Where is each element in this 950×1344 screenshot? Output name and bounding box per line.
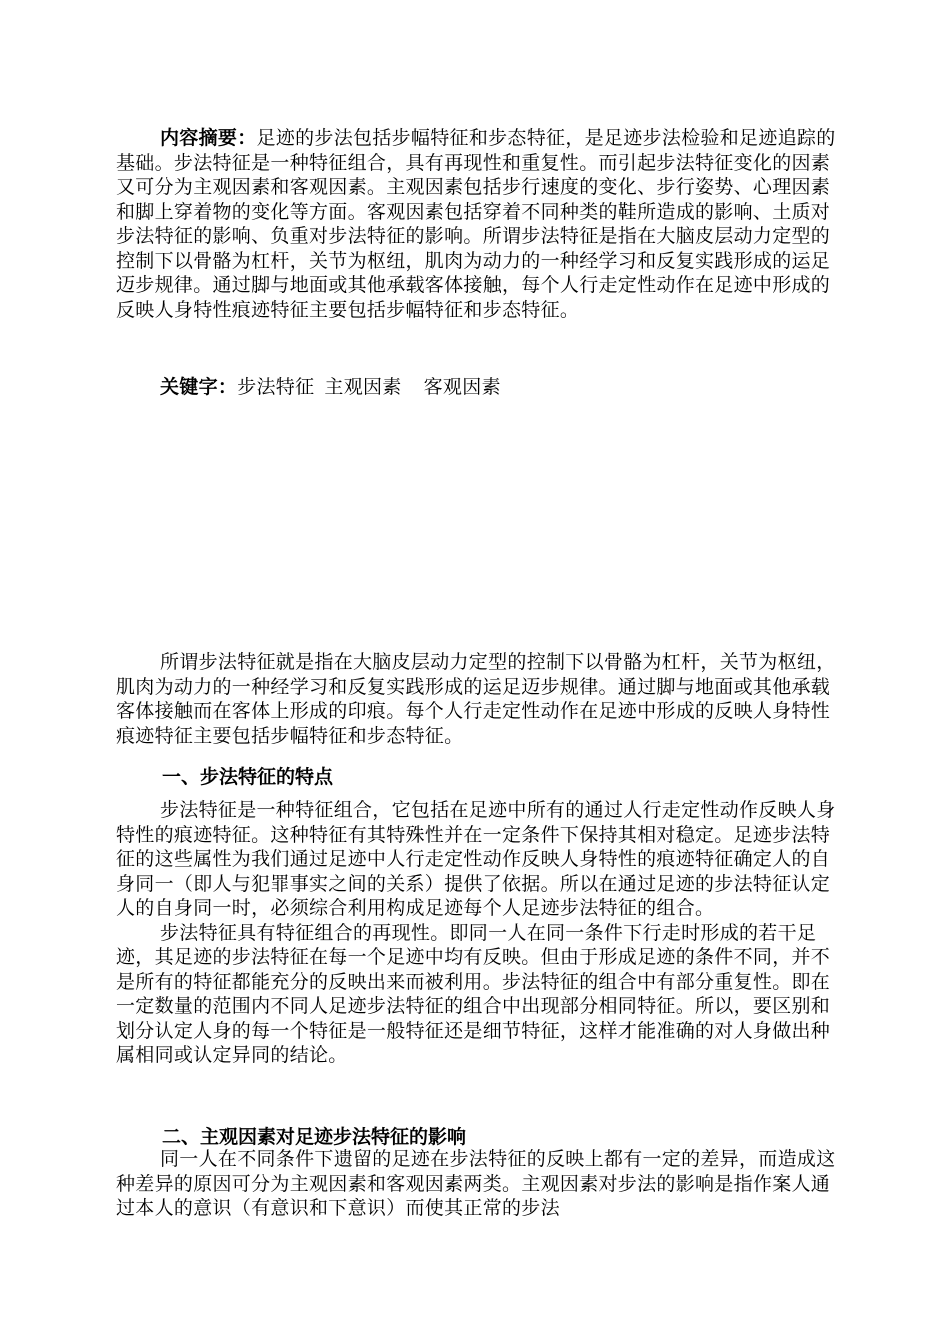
section2-body bbox=[116, 1147, 836, 1221]
abstract-paragraph bbox=[116, 126, 836, 322]
keyword-2: 主观因素 bbox=[324, 376, 402, 398]
section2-heading: 二、主观因素对足迹步法特征的影响 bbox=[162, 1126, 467, 1148]
keyword-3: 客观因素 bbox=[423, 376, 501, 398]
section1-paragraph-1: 步法特征是一种特征组合，它包括在足迹中所有的通过人行走定性动作反映人身特性的痕迹特征。这种特征有其特殊性并在一定条件下保持其相对稳定。足迹步法特征的这些属性为我们通过足迹中人行走定性动作反映人身特性的痕迹特征确定人的自身同一（即人与犯罪事实之间的关系）提供了依据。所以在通过足迹的步法特征认定人的自身同一时，必须综合利用构成足迹每个人足迹步法特征的组合。 bbox=[116, 799, 836, 919]
section1-paragraph-2: 步法特征具有特征组合的再现性。即同一人在同一条件下行走时形成的若干足迹，其足迹的步法特征在每一个足迹中均有反映。但由于形成足迹的条件不同，并不是所有的特征都能充分的反映出来而被利用。步法特征的组合中有部分重复性。即在一定数量的范围内不同人足迹步法特征的组合中出现部分相同特征。所以，要区别和划分认定人身的每一个特征是一般特征还是细节特征，这样才能准确的对人身做出种属相同或认定异同的结论。 bbox=[116, 921, 831, 1066]
section1-body bbox=[116, 798, 836, 1068]
section1-heading: 一、步法特征的特点 bbox=[162, 766, 334, 788]
abstract-label: 内容摘要： bbox=[160, 127, 257, 149]
keywords-label: 关键字： bbox=[160, 376, 238, 398]
abstract-text: 足迹的步法包括步幅特征和步态特征，是足迹步法检验和足迹追踪的基础。步法特征是一种特征组合，具有再现性和重复性。而引起步法特征变化的因素又可分为主观因素和客观因素。主观因素包括步行速度的变化、步行姿势、心理因素和脚上穿着物的变化等方面。客观因素包括穿着不同种类的鞋所造成的影响、土质对步法特征的影响、负重对步法特征的影响。所谓步法特征是指在大脑皮层动力定型的控制下以骨骼为杠杆，关节为枢纽，肌肉为动力的一种经学习和反复实践形成的运足迈步规律。通过脚与地面或其他承载客体接触，每个人行走定性动作在足迹中形成的反映人身特性痕迹特征主要包括步幅特征和步态特征。 bbox=[116, 127, 836, 321]
keywords-line bbox=[116, 375, 836, 400]
intro-paragraph: 所谓步法特征就是指在大脑皮层动力定型的控制下以骨骼为杠杆，关节为枢纽，肌肉为动力的一种经学习和反复实践形成的运足迈步规律。通过脚与地面或其他承载客体接触而在客体上形成的印痕。每个人行走定性动作在足迹中形成的反映人身特性痕迹特征主要包括步幅特征和步态特征。 bbox=[116, 651, 836, 747]
keyword-1: 步法特征 bbox=[237, 376, 315, 398]
section2-paragraph-1: 同一人在不同条件下遗留的足迹在步法特征的反映上都有一定的差异，而造成这种差异的原因可分为主观因素和客观因素两类。主观因素对步法的影响是指作案人通过本人的意识（有意识和下意识）而使其正常的步法 bbox=[116, 1148, 836, 1219]
